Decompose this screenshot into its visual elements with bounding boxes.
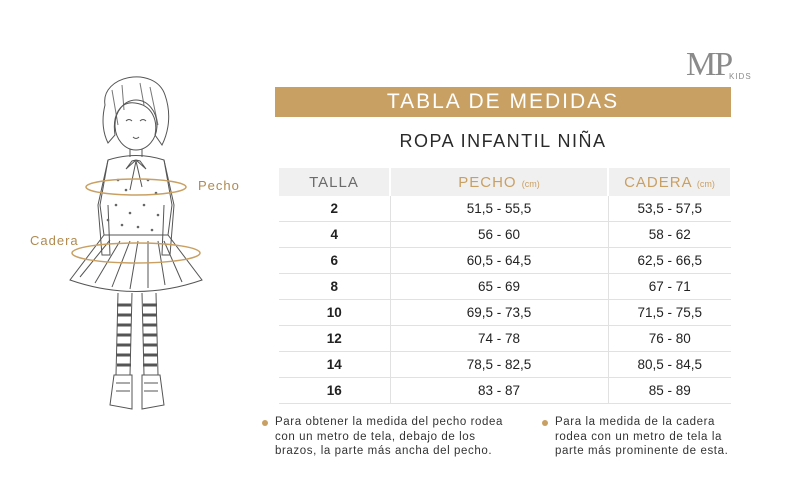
table-row bbox=[279, 222, 731, 248]
cell-talla: 16 bbox=[279, 378, 390, 404]
logo-mark: MP bbox=[686, 46, 732, 83]
header-cadera bbox=[608, 168, 731, 196]
hip-note-text bbox=[542, 415, 752, 459]
cell-talla: 6 bbox=[279, 248, 390, 274]
page-title: TABLA DE MEDIDAS bbox=[386, 90, 620, 113]
cell-talla: 14 bbox=[279, 352, 390, 378]
girl-illustration bbox=[60, 65, 210, 425]
cell-cadera: 58 - 62 bbox=[608, 222, 731, 248]
chest-note-text bbox=[262, 415, 532, 459]
cell-cadera: 71,5 - 75,5 bbox=[608, 300, 731, 326]
cell-talla: 2 bbox=[279, 196, 390, 222]
header-pecho-label: PECHO bbox=[458, 173, 517, 191]
table-row bbox=[279, 274, 731, 300]
page-subtitle: ROPA INFANTIL NIÑA bbox=[399, 131, 607, 151]
cell-pecho: 74 - 78 bbox=[390, 326, 608, 352]
cell-pecho: 69,5 - 73,5 bbox=[390, 300, 608, 326]
table-row bbox=[279, 326, 731, 352]
note-line: parte más prominente de esta. bbox=[555, 445, 729, 457]
title-banner bbox=[275, 87, 731, 117]
note-line: Para obtener la medida del pecho rodea bbox=[275, 416, 504, 428]
cell-pecho: 51,5 - 55,5 bbox=[390, 196, 608, 222]
chest-label: Pecho bbox=[198, 178, 240, 193]
cell-pecho: 60,5 - 64,5 bbox=[390, 248, 608, 274]
note-line: Para la medida de la cadera bbox=[555, 416, 716, 428]
cell-pecho: 56 - 60 bbox=[390, 222, 608, 248]
header-cadera-unit: (cm) bbox=[696, 178, 715, 189]
cell-talla: 10 bbox=[279, 300, 390, 326]
table-row bbox=[279, 196, 731, 222]
note-line: brazos, la parte más ancha del pecho. bbox=[275, 445, 493, 457]
cell-cadera: 85 - 89 bbox=[608, 378, 731, 404]
chest-note bbox=[262, 415, 532, 459]
cell-cadera: 76 - 80 bbox=[608, 326, 731, 352]
cell-pecho: 83 - 87 bbox=[390, 378, 608, 404]
header-pecho bbox=[390, 168, 608, 196]
cell-cadera: 62,5 - 66,5 bbox=[608, 248, 731, 274]
hip-note bbox=[542, 415, 752, 459]
table-row bbox=[279, 248, 731, 274]
cell-talla: 4 bbox=[279, 222, 390, 248]
cell-cadera: 67 - 71 bbox=[608, 274, 731, 300]
table-header-row bbox=[279, 168, 731, 196]
size-table bbox=[279, 168, 732, 404]
cell-talla: 12 bbox=[279, 326, 390, 352]
table-row bbox=[279, 378, 731, 404]
dot-icon bbox=[262, 420, 268, 426]
cell-pecho: 65 - 69 bbox=[390, 274, 608, 300]
brand-logo bbox=[686, 46, 752, 88]
cell-cadera: 53,5 - 57,5 bbox=[608, 196, 731, 222]
cell-talla: 8 bbox=[279, 274, 390, 300]
hip-label: Cadera bbox=[30, 233, 79, 248]
note-line: con un metro de tela, debajo de los bbox=[275, 430, 476, 443]
cell-pecho: 78,5 - 82,5 bbox=[390, 352, 608, 378]
note-line: rodea con un metro de tela la bbox=[555, 430, 722, 443]
header-pecho-unit: (cm) bbox=[521, 178, 540, 189]
table-row bbox=[279, 300, 731, 326]
header-talla-label: TALLA bbox=[309, 173, 359, 191]
table-row bbox=[279, 352, 731, 378]
logo-sub: KIDS bbox=[729, 72, 752, 81]
dot-icon bbox=[542, 420, 548, 426]
cell-cadera: 80,5 - 84,5 bbox=[608, 352, 731, 378]
header-talla bbox=[279, 168, 390, 196]
header-cadera-label: CADERA bbox=[624, 173, 692, 191]
